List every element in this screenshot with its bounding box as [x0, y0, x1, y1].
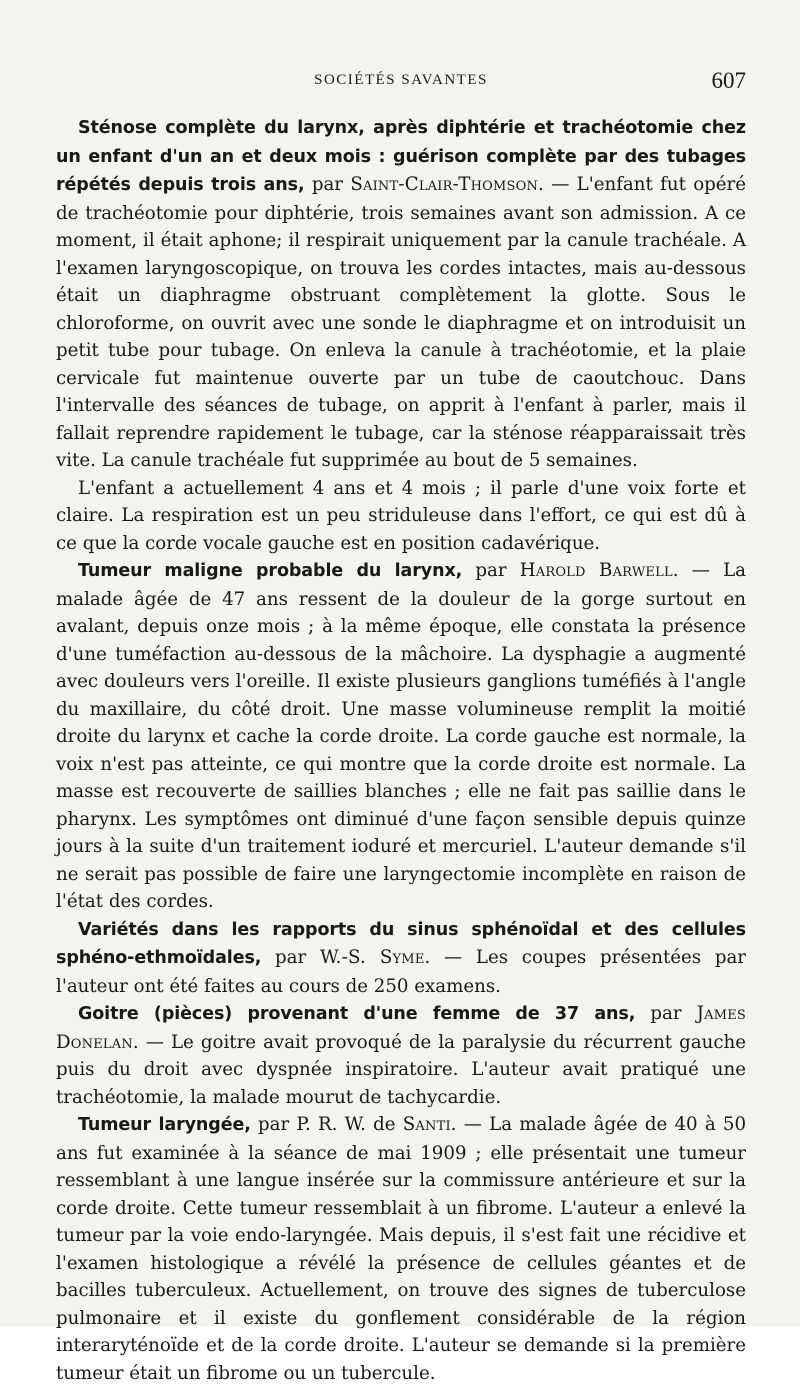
section-text: . — L'enfant fut opéré de trachéotomie pour diphtérie, trois semaines avant son admission. A ce moment, il était aphone; il respirait uniquement par la canule trachéale. A l'examen laryngoscopique, on trouva les cordes intactes, mais au-dessous était un diaphragme obstruant complètement la glotte. Sous le chloroforme, on ouvrit avec une sonde le diaphragme et on introduisit un petit tube pour tubage. On enleva la canule à trachéotomie, et la plaie cervicale fut maintenue ouverte par un tube de caoutchouc. Dans l'intervalle des séances de tubage, on apprit à l'enfant à parler, mais il fallait reprendre rapidement le tubage, car la sténose réapparaissait très vite. La canule trachéale fut supprimée au bout de 5 semaines. — [56, 174, 747, 471]
section-text: . — Le goitre avait provoqué de la paralysie du récurrent gauche puis du droit avec dyspnée inspiratoire. L'auteur avait pratiqué une trachéotomie, la malade mourut de tachycardie. — [56, 1031, 746, 1108]
running-head — [56, 68, 746, 102]
author-prefix: par — [261, 947, 320, 968]
section-text: . — La malade âgée de 40 à 50 ans fut examinée à la séance de mai 1909 ; elle présentait une tumeur ressemblant à une langue insérée sur la commissure antérieure et sur la corde droite. Cette tumeur ressemblait à un fibrome. L'auteur a enlevé la tumeur par la voie endo-laryngée. Mais depuis, il s'est fait une récidive et l'examen histologique a révélé la présence de cellules géantes et de bacilles tuberculeux. Actuellement, on trouve des signes de tuberculose pulmonaire et il existe du gonflement considérable de la région interaryténoïde et de la corde droite. L'auteur se demande si la première tumeur était un fibrome ou un tubercule. — [56, 1114, 747, 1384]
author-name: James Donelan — [56, 1003, 746, 1053]
author-name: Saint-Clair-Thomson — [350, 174, 539, 195]
author-prefix: par — [304, 174, 351, 195]
section-heading: Tumeur maligne probable du larynx, — [78, 561, 463, 581]
author-name: W.-S. Syme — [319, 947, 425, 968]
article-body — [56, 114, 746, 1387]
author-prefix: par — [635, 1003, 697, 1024]
author-name: Harold Barwell — [519, 560, 673, 581]
author-prefix: par — [462, 560, 520, 581]
section-continuation: L'enfant a actuellement 4 ans et 4 mois ; il parle d'une voix forte et claire. La respiration est un peu striduleuse dans l'effort, ce qui est dû à ce que la corde vocale gauche est en position cadavérique. — [56, 477, 746, 554]
section-paragraph — [56, 114, 746, 475]
section-text: . — La malade âgée de 47 ans ressent de la douleur de la gorge surtout en avalant, depuis onze mois ; à la même époque, elle constata la présence d'une tuméfaction au-dessous de la mâchoire. La dysphagie a augmenté avec douleurs vers l'oreille. Il existe plusieurs ganglions tuméfiés à l'angle du maxillaire, du côté droit. Une masse volumineuse remplit la moitié droite du larynx et cache la corde droite. La corde gauche est normale, la voix n'est pas atteinte, ce qui montre que la corde droite est normale. La masse est recouverte de saillies blanches ; elle ne fait pas saillie dans le pharynx. Les symptômes ont diminué d'une façon sensible depuis quinze jours à la suite d'un traitement ioduré et mercuriel. L'auteur demande s'il ne serait pas possible de faire une laryngectomie incomplète en raison de l'état des cordes. — [56, 560, 746, 912]
section-paragraph — [56, 916, 746, 1001]
running-title: SOCIÉTÉS SAVANTES — [314, 72, 488, 88]
section-text: . — Les coupes présentées par l'auteur ont été faites au cours de 250 examens. — [56, 947, 747, 997]
page-number: 607 — [711, 68, 746, 93]
section-paragraph — [56, 1111, 746, 1387]
author-name: Santi — [402, 1114, 451, 1135]
section-heading: Variétés dans les rapports du sinus sphénoïdal et des cellules sphéno-ethmoïdales, — [56, 919, 746, 968]
section-paragraph — [56, 557, 746, 916]
author-prefix: par P. R. W. de — [250, 1114, 403, 1135]
section-paragraph — [56, 1000, 746, 1111]
section-heading: Sténose complète du larynx, après diphtérie et trachéotomie chez un enfant d'un an et deux mois : guérison complète par des tubages répétés depuis trois ans, — [56, 118, 746, 195]
section-heading: Tumeur laryngée, — [78, 1115, 251, 1135]
section-heading: Goitre (pièces) provenant d'une femme de 37 ans, — [78, 1004, 636, 1024]
